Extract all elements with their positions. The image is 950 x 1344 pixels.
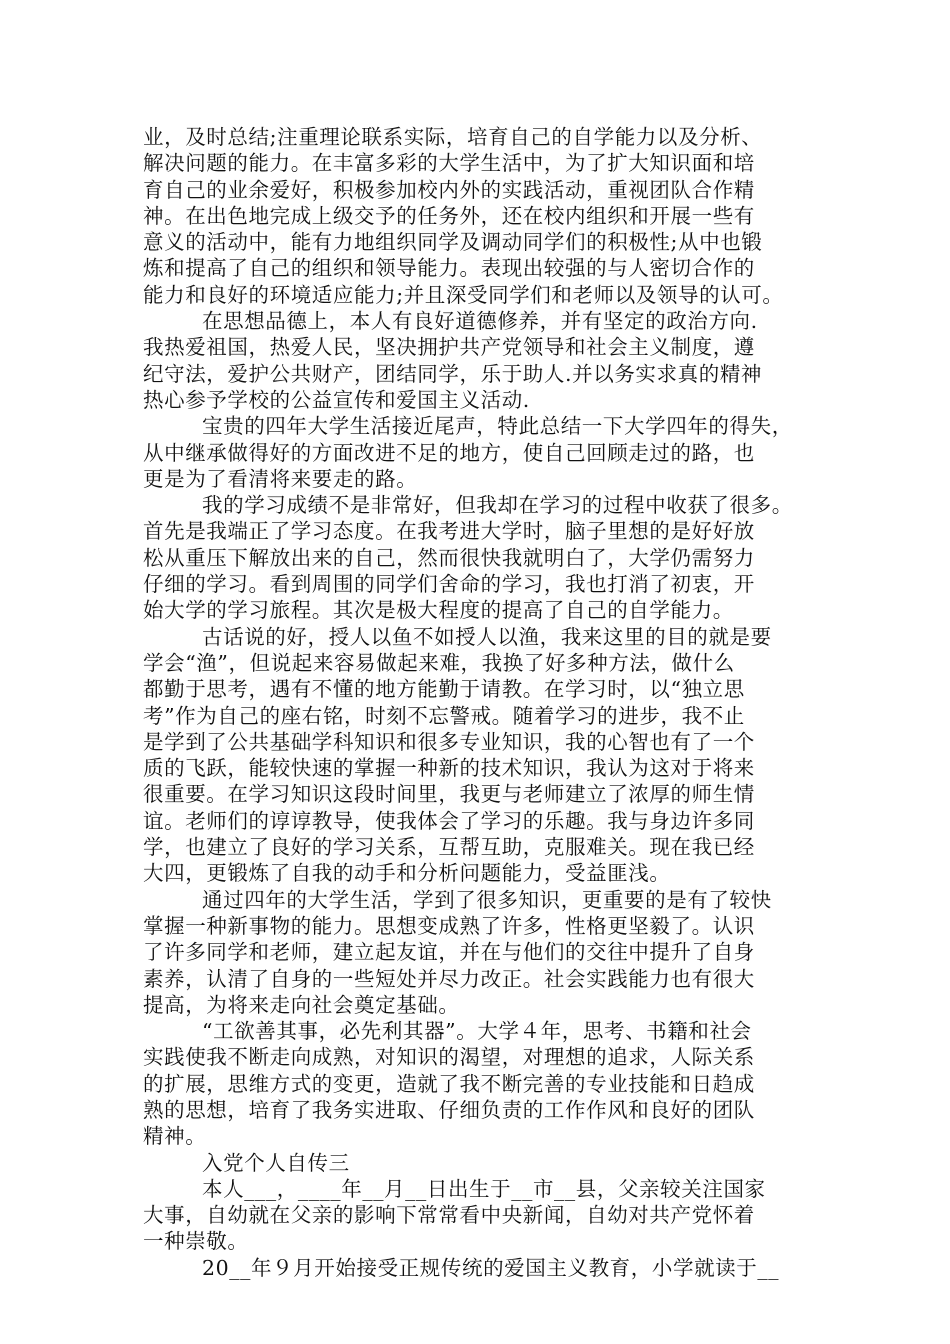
- text-line: 本人___，____年__月__日出生于__市__县，父亲较关注国家: [202, 1176, 766, 1201]
- text-line: 考”作为自己的座右铭，时刻不忘警戒。随着学习的进步，我不止: [143, 703, 745, 728]
- text-line: 提高，为将来走向社会奠定基础。: [143, 992, 460, 1017]
- text-line: 我热爱祖国，热爱人民，坚决拥护共产党领导和社会主义制度，遵: [143, 335, 755, 360]
- text-line: 实践使我不断走向成熟，对知识的渴望，对理想的追求，人际关系: [143, 1045, 755, 1070]
- text-line: 是学到了公共基础学科知识和很多专业知识，我的心智也有了一个: [143, 729, 755, 754]
- text-line: 在思想品德上，本人有良好道德修养，并有坚定的政治方向.: [202, 309, 758, 334]
- text-line: 意义的活动中，能有力地组织同学及调动同学们的积极性;从中也锻: [143, 230, 763, 255]
- text-line: 纪守法，爱护公共财产，团结同学，乐于助人.并以务实求真的精神: [143, 361, 763, 386]
- text-line: 从中继承做得好的方面改进不足的地方，使自己回顾走过的路，也: [143, 440, 755, 465]
- text-line: 松从重压下解放出来的自己，然而很快我就明白了，大学仍需努力: [143, 545, 755, 570]
- text-line: 的扩展，思维方式的变更，造就了我不断完善的专业技能和日趋成: [143, 1071, 755, 1096]
- text-line: 宝贵的四年大学生活接近尾声，特此总结一下大学四年的得失，: [202, 414, 793, 439]
- text-line: 能力和良好的环境适应能力;并且深受同学们和老师以及领导的认可。: [143, 282, 784, 307]
- text-line: 熟的思想，培育了我务实进取、仔细负责的工作作风和良好的团队: [143, 1097, 755, 1122]
- text-line: “工欲善其事，必先利其器”。大学４年，思考、书籍和社会: [202, 1019, 752, 1044]
- text-line: 大四，更锻炼了自我的动手和分析问题能力，受益匪浅。: [143, 861, 671, 886]
- text-line: 都勤于思考，遇有不懂的地方能勤于请教。在学习时，以“独立思: [143, 677, 745, 702]
- text-line: 素养，认清了自身的一些短处并尽力改正。社会实践能力也有很大: [143, 966, 755, 991]
- text-line: 古话说的好，授人以鱼不如授人以渔，我来这里的目的就是要: [202, 624, 772, 649]
- text-line: 始大学的学习旅程。其次是极大程度的提高了自己的自学能力。: [143, 598, 734, 623]
- text-line: 解决问题的能力。在丰富多彩的大学生活中，为了扩大知识面和培: [143, 151, 755, 176]
- text-line: 学，也建立了良好的学习关系，互帮互助，克服难关。现在我已经: [143, 835, 755, 860]
- document-body: [143, 124, 823, 1281]
- text-line: 20__年９月开始接受正规传统的爱国主义教育，小学就读于__: [202, 1255, 780, 1280]
- text-line: 首先是我端正了学习态度。在我考进大学时，脑子里想的是好好放: [143, 519, 755, 544]
- text-line: 质的飞跃，能较快速的掌握一种新的技术知识，我认为这对于将来: [143, 756, 755, 781]
- text-line: 精神。: [143, 1124, 207, 1149]
- text-line: 业，及时总结;注重理论联系实际，培育自己的自学能力以及分析、: [143, 125, 763, 149]
- text-line: 我的学习成绩不是非常好，但我却在学习的过程中收获了很多。: [202, 493, 793, 518]
- text-line: 神。在出色地完成上级交予的任务外，还在校内组织和开展一些有: [143, 203, 755, 228]
- text-line: 通过四年的大学生活，学到了很多知识，更重要的是有了较快: [202, 887, 772, 912]
- text-line: 育自己的业余爱好，积极参加校内外的实践活动，重视团队合作精: [143, 177, 755, 202]
- text-line: 掌握一种新事物的能力。思想变成熟了许多，性格更坚毅了。认识: [143, 913, 755, 938]
- text-line: 谊。老师们的谆谆教导，使我体会了学习的乐趣。我与身边许多同: [143, 808, 755, 833]
- text-line: 很重要。在学习知识这段时间里，我更与老师建立了浓厚的师生情: [143, 782, 755, 807]
- text-line: 仔细的学习。看到周围的同学们舍命的学习，我也打消了初衷，开: [143, 572, 755, 597]
- text-line: 炼和提高了自己的组织和领导能力。表现出较强的与人密切合作的: [143, 256, 755, 281]
- text-line: 学会“渔”，但说起来容易做起来难，我换了好多种方法，做什么: [143, 650, 735, 675]
- text-line: 更是为了看清将来要走的路。: [143, 466, 418, 491]
- text-line: 大事，自幼就在父亲的影响下常常看中央新闻，自幼对共产党怀着: [143, 1203, 755, 1228]
- text-line: 热心参予学校的公益宣传和爱国主义活动.: [143, 387, 530, 412]
- text-line: 了许多同学和老师，建立起友谊，并在与他们的交往中提升了自身: [143, 940, 755, 965]
- text-line: 一种崇敬。: [143, 1229, 249, 1254]
- text-line: 入党个人自传三: [202, 1150, 350, 1175]
